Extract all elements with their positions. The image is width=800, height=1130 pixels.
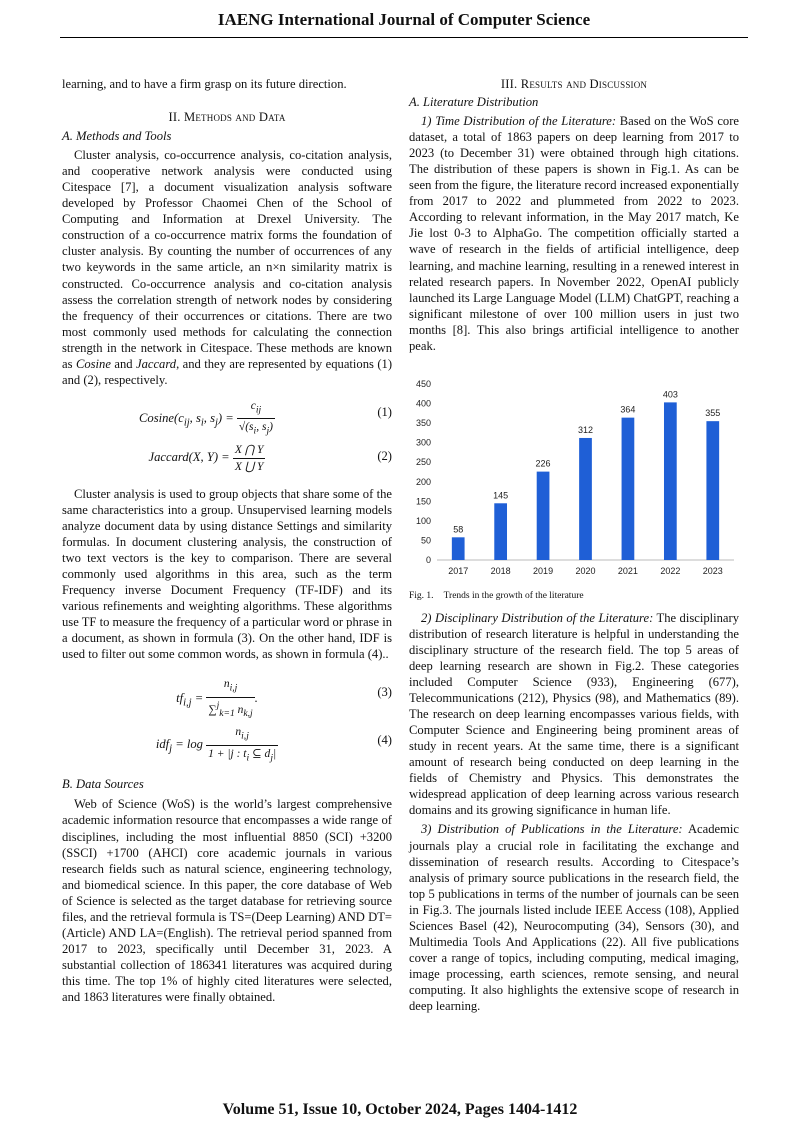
- equation-1-number: (1): [377, 404, 392, 419]
- equation-1: $Cosine(c_{ij}$, $s_i$, $s_j$) = $\frac{c_{ij}}{√(s_i, s_j)}$ (1): [139, 399, 392, 437]
- intro-text: learning, and to have a firm grasp on its future direction.: [62, 77, 347, 91]
- subsection-a-title-right: A. Literature Distribution: [409, 95, 539, 110]
- journal-footer: Volume 51, Issue 10, October 2024, Pages 1404-1412: [222, 1101, 578, 1118]
- bar-2022: [664, 402, 677, 560]
- data-sources-paragraph: Web of Science (WoS) is the world’s largest comprehensive academic information resource that encompasses a wide range of disciplines, including the most influential 8850 (SCI) +3200 (SSCI) +1700 (AHCI) core academic journals in various research fields such as natural science, engineering technology, and biomedical science. In this paper, the core database of Web of Science is selected as the target database for retrieving source files, and the retrieval formula is TS=(Deep Learning) AND DT=(Article) AND LA=(English). The retrieval period spanned from 2017 to 2023, specifically until December 31, 2023. A substantial collection of 186341 literatures was acquired during this time. The top 1% of highly cited literatures were selected, and 1863 literatures were finally obtained.: [62, 797, 392, 1004]
- y-tick-label: 0: [425, 554, 431, 565]
- bar-2019: [537, 471, 550, 559]
- subsection-a-title: A. Methods and Tools: [62, 129, 172, 144]
- bar-2021: [622, 417, 635, 559]
- x-tick-label-2022: 2022: [660, 565, 681, 576]
- figure-1-caption: Fig. 1. Trends in the growth of the literature: [409, 590, 584, 601]
- subsection-b-title: B. Data Sources: [62, 777, 144, 792]
- y-tick-label: 200: [415, 476, 431, 487]
- data-label-2023: 355: [705, 407, 721, 418]
- x-tick-label-2017: 2017: [448, 565, 469, 576]
- time-distribution-paragraph: 1) Time Distribution of the Literature: Based on the WoS core dataset, a total of 1863 papers on deep learning from 2017 to 2023 (to December 31) were obtained through high citations. The distribution of these papers is shown in Fig.1. As can be seen from the figure, the literature record increased exponentially from 2017 to 2022 and plummeted from 2022 to 2023. According to relevant information, in the May 2017 match, Ke Jie lost 0-3 to AlphaGo. The competition officially started a wave of research in the fields of artificial intelligence, deep learning, and machine learning, resulting in a renewed interest in related research papers. In November 2022, OpenAI publicly launched its Large Language Model (LLM) ChatGPT, reaching a significant milestone of over 100 million users in just two months [8]. This also brings artificial intelligence to another peak.: [409, 114, 739, 353]
- data-label-2019: 226: [535, 458, 551, 469]
- bar-2020: [579, 438, 592, 560]
- data-label-2020: 312: [577, 424, 594, 435]
- bar-2018: [494, 503, 507, 560]
- publications-paragraph: 3) Distribution of Publications in the Literature: Academic journals play a crucial role in facilitating the exchange and dissemination of research results. According to Citespace’s analysis of primary source publications in the research field, the top 5 publications in terms of the number of journals can be seen in Fig.3. The journals listed include IEEE Access (108), Applied Sciences Basel (42), Neurocomputing (34), Sensors (30), and Multimedia Tools And Applications (22). All five publications cover a range of topics, including computing, medical imaging, image processing, earth sciences, remote sensing, and neural computing. It also highlights the extensive scope of research in deep learning.: [409, 822, 740, 1013]
- section-2-title: II. Methods and Data: [168, 110, 286, 125]
- y-tick-label: 100: [415, 515, 431, 526]
- equation-4-number: (4): [377, 733, 392, 748]
- data-label-2018: 145: [493, 490, 509, 501]
- y-tick-label: 250: [415, 457, 431, 468]
- y-tick-label: 400: [415, 398, 431, 409]
- bar-2023: [706, 421, 719, 560]
- x-tick-label-2023: 2023: [702, 565, 723, 576]
- data-label-2017: 58: [453, 524, 464, 535]
- clustering-paragraph: Cluster analysis is used to group objects that share some of the same characteristics into a group. Unsupervised learning models analyze document data by using distance Settings and similarity formulas. In document clustering analysis, the construction of two text vectors is the key to comparison. There are several commonly used algorithms in this area, such as the term Frequency inverse Document Frequency (TF-IDF) and its various refinements and weighting algorithms. These algorithms use TF to measure the frequency of a particular word or phrase in a document, as shown in formula (3). On the other hand, IDF is used to filter out some common words, as shown in formula (4)..: [62, 486, 392, 662]
- y-tick-label: 50: [420, 535, 431, 546]
- x-tick-label-2021: 2021: [617, 565, 638, 576]
- methods-paragraph: Cluster analysis, co-occurrence analysis, co-citation analysis, and cooperative network analysis were conducted using Citespace [7], a document visualization analysis software developed by Professor Chaomei Chen of the School of Computing and Information at Drexel University. The construction of a co-occurrence matrix forms the foundation of cluster analysis. By counting the number of occurrences of any two keywords in the same article, an n×n similarity matrix is constructed. Co-occurrence analysis and co-citation analysis assess the correlation strength of network nodes by considering the frequency of their occurrences or citations. There are two most commonly used methods for calculating the connection strength in the network in Citespace. These methods are known as Cosine and Jaccard, and they are represented by equations (1) and (2), respectively.: [62, 148, 393, 387]
- header-rule: [60, 37, 748, 38]
- equation-3-number: (3): [377, 685, 392, 700]
- x-tick-label-2020: 2020: [575, 565, 596, 576]
- y-tick-label: 150: [415, 496, 431, 507]
- y-tick-label: 450: [415, 378, 431, 389]
- literature-growth-chart: [409, 376, 739, 588]
- equation-4: idf$_j$ = log $\frac{n_{i,j}}{1 + |j : t_i ⊆ d_j|}$ (4): [155, 726, 392, 763]
- equation-2: Jaccard(X, Y) = $\frac{X ⋂ Y}{X ⋃ Y}$ (2): [148, 443, 392, 473]
- data-label-2021: 364: [620, 404, 636, 415]
- bar-2017: [452, 537, 465, 560]
- section-3-title: III. Results and Discussion: [500, 77, 648, 91]
- x-tick-label-2018: 2018: [490, 565, 511, 576]
- x-tick-label-2019: 2019: [533, 565, 554, 576]
- data-label-2022: 403: [662, 389, 678, 400]
- y-tick-label: 300: [415, 437, 431, 448]
- bar-chart-svg: [409, 376, 739, 588]
- y-tick-label: 350: [415, 417, 431, 428]
- right-column: [409, 76, 739, 1014]
- journal-header: IAENG International Journal of Computer Science: [217, 10, 591, 29]
- equation-3: $tf_{i,j}$ = $\frac{n_{i,j}}{\sum^j_{k=1} n_{k,j}}$ . (3): [176, 678, 392, 719]
- disciplinary-paragraph: 2) Disciplinary Distribution of the Literature: The disciplinary distribution of research literature is helpful in understanding the disciplinary structure of the research field. The top 5 areas of deep learning research are shown in Fig.2. These categories included Computer Science (933), Engineering (677), Telecommunications (212), Physics (98), and Mathematics (89). The research on deep learning encompasses various fields, with Computer Science and Engineering being prominent areas of study in recent years. At the same time, there is a significant amount of research being conducted on deep learning in the fields of Chemistry and Physics. This demonstrates the widespread application of deep learning across various research domains and its growing significance in human life.: [409, 610, 739, 818]
- left-column: [62, 76, 392, 1005]
- equation-2-number: (2): [377, 448, 392, 463]
